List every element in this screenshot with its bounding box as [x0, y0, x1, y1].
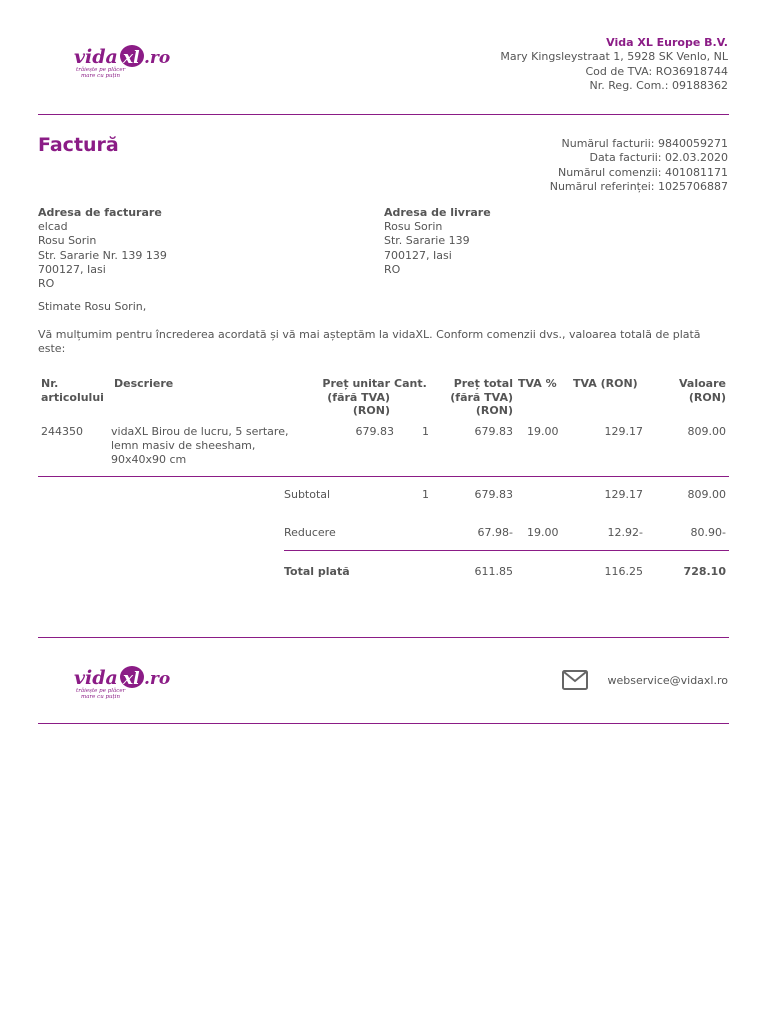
- company-info: [500, 36, 728, 93]
- footer-bottom-divider: [38, 723, 729, 724]
- footer-top-divider: [38, 637, 729, 638]
- subtotal-label: Subtotal: [284, 488, 331, 501]
- invoice-title: Factură: [38, 134, 119, 156]
- envelope-icon: [562, 670, 588, 693]
- discount-vat-ron: 12.92-: [607, 526, 643, 539]
- svg-text:vida: vida: [74, 667, 118, 689]
- footer-email[interactable]: webservice@vidaxl.ro: [607, 674, 728, 687]
- intro-text: Vă mulțumim pentru încrederea acordată și vă mai așteptăm la vidaXL. Conform comenzii dvs., valoarea totală de plată este:: [38, 328, 701, 355]
- svg-text:.ro: .ro: [144, 48, 171, 68]
- header-vat-ron: TVA (RON): [573, 377, 638, 390]
- total-value: 728.10: [683, 565, 726, 578]
- company-address: Mary Kingsleystraat 1, 5928 SK Venlo, NL: [500, 50, 728, 64]
- shipping-heading: Adresa de livrare: [384, 206, 491, 219]
- order-number: Numărul comenzii: 401081171: [557, 165, 728, 179]
- row-total-price: 679.83: [474, 425, 513, 438]
- company-name: Vida XL Europe B.V.: [606, 36, 728, 49]
- invoice-number: Numărul facturii: 9840059271: [561, 137, 728, 150]
- row-description: vidaXL Birou de lucru, 5 sertare, lemn masiv de sheesham, 90x40x90 cm: [111, 425, 289, 466]
- shipping-line: 700127, Iasi: [384, 248, 452, 262]
- header-article: Nr. articolului: [41, 377, 104, 404]
- header-qty: Cant.: [394, 377, 427, 390]
- vidaxl-logo: [72, 40, 176, 80]
- total-label: Total plată: [284, 565, 350, 578]
- row-article: 244350: [41, 425, 83, 438]
- billing-heading: Adresa de facturare: [38, 206, 162, 219]
- svg-text:trăiește pe plăcer: trăiește pe plăcer: [76, 688, 126, 694]
- svg-text:xl: xl: [123, 669, 140, 689]
- subtotal-value: 809.00: [687, 488, 726, 501]
- header-total-price: Preț total (fără TVA) (RON): [450, 377, 513, 417]
- billing-line: elcad: [38, 220, 68, 234]
- company-vat: Cod de TVA: RO36918744: [585, 64, 728, 78]
- subtotal-vat-ron: 129.17: [604, 488, 643, 501]
- table-divider: [38, 476, 729, 477]
- shipping-line: Rosu Sorin: [384, 220, 443, 234]
- header-vat-pct: TVA %: [518, 377, 557, 390]
- invoice-date: Data facturii: 02.03.2020: [589, 151, 728, 165]
- svg-text:trăiește pe plăcer: trăiește pe plăcer: [76, 67, 126, 73]
- svg-text:mare cu puțin: mare cu puțin: [81, 73, 121, 79]
- company-reg: Nr. Reg. Com.: 09188362: [589, 78, 728, 92]
- row-unit-price: 679.83: [355, 425, 394, 438]
- subtotal-total-price: 679.83: [474, 488, 513, 501]
- row-vat-ron: 129.17: [604, 425, 643, 438]
- header-unit-price: Preț unitar (fără TVA) (RON): [322, 377, 390, 417]
- billing-line: 700127, Iasi: [38, 262, 106, 276]
- header-divider: [38, 114, 729, 115]
- invoice-meta: [550, 137, 728, 194]
- total-vat-ron: 116.25: [604, 565, 643, 578]
- svg-text:xl: xl: [123, 48, 140, 68]
- svg-text:mare cu puțin: mare cu puțin: [81, 694, 121, 700]
- total-divider: [284, 550, 729, 551]
- shipping-line: RO: [384, 262, 401, 276]
- billing-address: [38, 206, 167, 291]
- footer-vidaxl-logo: [72, 661, 176, 701]
- greeting: Stimate Rosu Sorin,: [38, 300, 147, 313]
- discount-total-price: 67.98-: [477, 526, 513, 539]
- reference-number: Numărul referinței: 1025706887: [549, 179, 728, 193]
- shipping-line: Str. Sararie 139: [384, 234, 470, 248]
- row-qty: 1: [422, 425, 429, 438]
- row-vat-pct: 19.00: [527, 425, 559, 438]
- header-description: Descriere: [114, 377, 174, 390]
- row-value: 809.00: [687, 425, 726, 438]
- discount-value: 80.90-: [690, 526, 726, 539]
- total-total-price: 611.85: [474, 565, 513, 578]
- billing-line: RO: [38, 277, 55, 291]
- svg-text:vida: vida: [74, 46, 118, 68]
- billing-line: Str. Sararie Nr. 139 139: [38, 248, 167, 262]
- header-value: Valoare (RON): [679, 377, 726, 404]
- subtotal-qty: 1: [422, 488, 429, 501]
- billing-line: Rosu Sorin: [38, 234, 97, 248]
- discount-label: Reducere: [284, 526, 336, 539]
- discount-vat-pct: 19.00: [527, 526, 559, 539]
- shipping-address: [384, 206, 491, 277]
- svg-text:.ro: .ro: [144, 669, 171, 689]
